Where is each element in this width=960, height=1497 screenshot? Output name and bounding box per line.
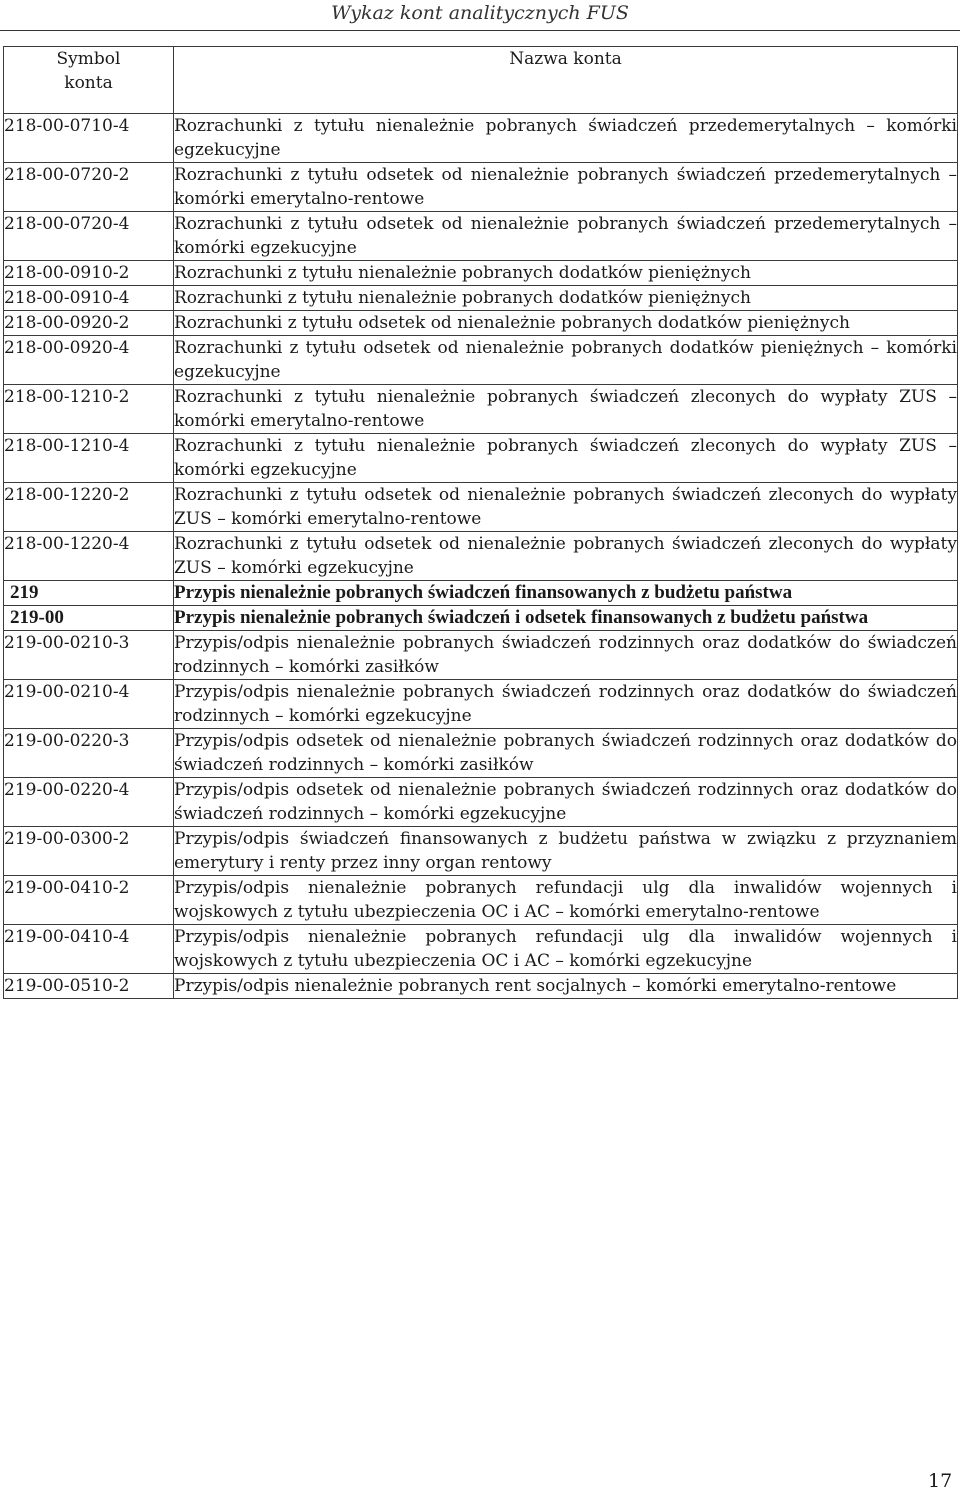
account-symbol: 219-00-0220-3 <box>4 729 174 778</box>
account-symbol: 219-00-0210-4 <box>4 680 174 729</box>
account-name: Przypis/odpis nienależnie pobranych świadczeń rodzinnych oraz dodatków do świadczeń rodzinnych – komórki egzekucyjne <box>174 680 958 729</box>
account-name: Rozrachunki z tytułu odsetek od nienależnie pobranych świadczeń przedemerytalnych – komórki egzekucyjne <box>174 212 958 261</box>
table-row <box>4 974 958 999</box>
account-name: Rozrachunki z tytułu nienależnie pobranych świadczeń przedemerytalnych – komórki egzekucyjne <box>174 114 958 163</box>
account-symbol: 218-00-0720-4 <box>4 212 174 261</box>
account-name: Rozrachunki z tytułu odsetek od nienależnie pobranych dodatków pieniężnych <box>174 311 958 336</box>
account-name: Rozrachunki z tytułu odsetek od nienależnie pobranych świadczeń zleconych do wypłaty ZUS – komórki egzekucyjne <box>174 532 958 581</box>
table-row <box>4 434 958 483</box>
table-row <box>4 631 958 680</box>
table-row <box>4 311 958 336</box>
table-row <box>4 286 958 311</box>
table-row <box>4 336 958 385</box>
column-header-symbol: Symbol konta <box>4 47 174 114</box>
table-row <box>4 729 958 778</box>
account-name: Rozrachunki z tytułu nienależnie pobranych dodatków pieniężnych <box>174 261 958 286</box>
account-symbol: 219-00-0410-4 <box>4 925 174 974</box>
account-symbol: 219-00-0220-4 <box>4 778 174 827</box>
account-symbol: 218-00-0910-2 <box>4 261 174 286</box>
table-row <box>4 114 958 163</box>
account-symbol: 219 <box>4 581 174 606</box>
account-name: Przypis/odpis nienależnie pobranych świadczeń rodzinnych oraz dodatków do świadczeń rodzinnych – komórki zasiłków <box>174 631 958 680</box>
table-row <box>4 532 958 581</box>
account-name: Rozrachunki z tytułu nienależnie pobranych świadczeń zleconych do wypłaty ZUS – komórki emerytalno-rentowe <box>174 385 958 434</box>
account-symbol: 219-00-0410-2 <box>4 876 174 925</box>
account-name: Przypis/odpis nienależnie pobranych rent socjalnych – komórki emerytalno-rentowe <box>174 974 958 999</box>
account-symbol: 218-00-0920-2 <box>4 311 174 336</box>
account-symbol: 219-00-0300-2 <box>4 827 174 876</box>
account-name: Rozrachunki z tytułu odsetek od nienależnie pobranych świadczeń przedemerytalnych – komórki emerytalno-rentowe <box>174 163 958 212</box>
account-name: Przypis/odpis nienależnie pobranych refundacji ulg dla inwalidów wojennych i wojskowych z tytułu ubezpieczenia OC i AC – komórki egzekucyjne <box>174 925 958 974</box>
table-row <box>4 163 958 212</box>
account-name: Przypis nienależnie pobranych świadczeń finansowanych z budżetu państwa <box>174 581 958 606</box>
account-symbol: 218-00-0710-4 <box>4 114 174 163</box>
table-row <box>4 581 958 606</box>
account-name: Przypis/odpis świadczeń finansowanych z budżetu państwa w związku z przyznaniem emerytury i renty przez inny organ rentowy <box>174 827 958 876</box>
account-symbol: 219-00-0510-2 <box>4 974 174 999</box>
account-symbol: 218-00-1210-4 <box>4 434 174 483</box>
account-name: Rozrachunki z tytułu odsetek od nienależnie pobranych świadczeń zleconych do wypłaty ZUS – komórki emerytalno-rentowe <box>174 483 958 532</box>
table-row <box>4 483 958 532</box>
table-row <box>4 827 958 876</box>
table-header-row <box>4 47 958 114</box>
table-row <box>4 606 958 631</box>
account-symbol: 218-00-0910-4 <box>4 286 174 311</box>
table-body <box>4 114 958 999</box>
table-row <box>4 261 958 286</box>
table-row <box>4 925 958 974</box>
account-symbol: 218-00-1220-4 <box>4 532 174 581</box>
accounts-table <box>3 46 958 999</box>
account-name: Przypis nienależnie pobranych świadczeń i odsetek finansowanych z budżetu państwa <box>174 606 958 631</box>
account-name: Przypis/odpis nienależnie pobranych refundacji ulg dla inwalidów wojennych i wojskowych z tytułu ubezpieczenia OC i AC – komórki emerytalno-rentowe <box>174 876 958 925</box>
account-symbol: 218-00-1210-2 <box>4 385 174 434</box>
account-symbol: 219-00-0210-3 <box>4 631 174 680</box>
account-name: Przypis/odpis odsetek od nienależnie pobranych świadczeń rodzinnych oraz dodatków do świadczeń rodzinnych – komórki egzekucyjne <box>174 778 958 827</box>
running-header: Wykaz kont analitycznych FUS <box>331 2 629 24</box>
table-row <box>4 876 958 925</box>
account-name: Przypis/odpis odsetek od nienależnie pobranych świadczeń rodzinnych oraz dodatków do świadczeń rodzinnych – komórki zasiłków <box>174 729 958 778</box>
account-name: Rozrachunki z tytułu nienależnie pobranych świadczeń zleconych do wypłaty ZUS – komórki egzekucyjne <box>174 434 958 483</box>
table-row <box>4 212 958 261</box>
account-name: Rozrachunki z tytułu odsetek od nienależnie pobranych dodatków pieniężnych – komórki egzekucyjne <box>174 336 958 385</box>
account-symbol: 218-00-0720-2 <box>4 163 174 212</box>
table-row <box>4 680 958 729</box>
table-row <box>4 778 958 827</box>
account-symbol: 218-00-1220-2 <box>4 483 174 532</box>
account-name: Rozrachunki z tytułu nienależnie pobranych dodatków pieniężnych <box>174 286 958 311</box>
page-number: 17 <box>928 1470 953 1492</box>
table-row <box>4 385 958 434</box>
column-header-name: Nazwa konta <box>174 47 958 114</box>
account-symbol: 219-00 <box>4 606 174 631</box>
account-symbol: 218-00-0920-4 <box>4 336 174 385</box>
header-rule <box>0 30 960 31</box>
